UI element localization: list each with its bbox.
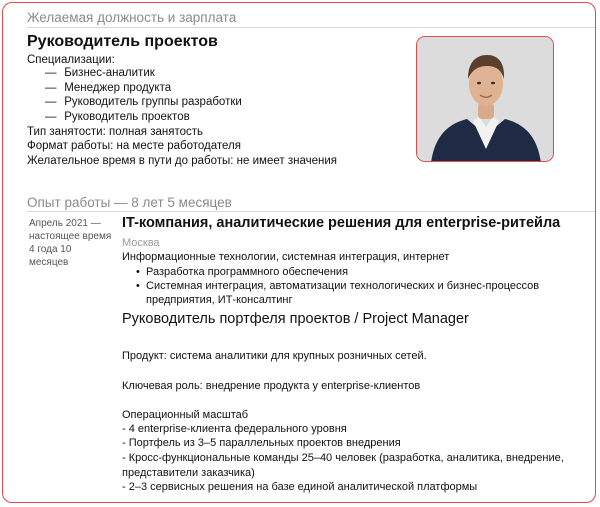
- specialization-label: Руководитель группы разработки: [64, 96, 242, 108]
- dash-marker: —: [45, 82, 57, 94]
- specialization-item: [45, 111, 190, 123]
- scale-item: - 2–3 сервисных решения на базе единой аналитической платформы: [122, 481, 478, 493]
- job-product: Продукт: система аналитики для крупных розничных сетей.: [122, 350, 427, 362]
- section-divider: [27, 27, 595, 28]
- position-title: Руководитель проектов: [27, 33, 218, 50]
- specialization-item: [45, 82, 171, 94]
- resume-card: [2, 2, 596, 503]
- period-dates: Апрель 2021 — настоящее время: [29, 218, 112, 242]
- section-divider: [27, 211, 595, 212]
- job-title: Руководитель портфеля проектов / Project Manager: [122, 311, 469, 327]
- experience-section-title: Опыт работы — 8 лет 5 месяцев: [27, 195, 232, 210]
- specialization-label: Руководитель проектов: [64, 111, 190, 123]
- dash-marker: —: [45, 111, 57, 123]
- profile-photo: [416, 36, 554, 162]
- scale-title: Операционный масштаб: [122, 409, 249, 421]
- industry-item-label: Системная интеграция, автоматизации технологических и бизнес-процессов предприятия, ИТ-консалтинг: [146, 280, 540, 306]
- specialization-item: [45, 96, 242, 108]
- company-name: IT-компания, аналитические решения для enterprise-ритейла: [122, 215, 561, 231]
- job-role: Ключевая роль: внедрение продукта у enterprise-клиентов: [122, 380, 421, 392]
- employment-type: Тип занятости: полная занятость: [27, 126, 204, 138]
- specialization-item: [45, 67, 155, 79]
- specialization-label: Бизнес-аналитик: [64, 67, 155, 79]
- dash-marker: —: [45, 96, 57, 108]
- dash-marker: —: [45, 67, 57, 79]
- industry-item: [136, 279, 556, 307]
- employment-period: [29, 217, 113, 269]
- period-duration: 4 года 10 месяцев: [29, 244, 72, 268]
- bullet-marker: •: [136, 280, 140, 292]
- company-industry: Информационные технологии, системная интеграция, интернет: [122, 251, 450, 263]
- industry-item-label: Разработка программного обеспечения: [146, 266, 349, 278]
- specialization-label: Менеджер продукта: [64, 82, 172, 94]
- scale-item: - Кросс-функциональные команды 25–40 человек (разработка, аналитика, внедрение, представители заказчика): [122, 452, 564, 479]
- scale-item: - 4 enterprise-клиента федерального уровня: [122, 423, 347, 435]
- scale-item: - Портфель из 3–5 параллельных проектов внедрения: [122, 437, 401, 449]
- company-city: Москва: [122, 237, 160, 249]
- industry-item: [136, 265, 556, 279]
- avatar-photo-icon: [417, 37, 554, 162]
- desired-section-title: Желаемая должность и зарплата: [27, 10, 237, 25]
- specializations-label: Специализации:: [27, 54, 115, 66]
- work-format: Формат работы: на месте работодателя: [27, 140, 241, 152]
- commute-time: Желательное время в пути до работы: не имеет значения: [27, 155, 337, 167]
- bullet-marker: •: [136, 266, 140, 278]
